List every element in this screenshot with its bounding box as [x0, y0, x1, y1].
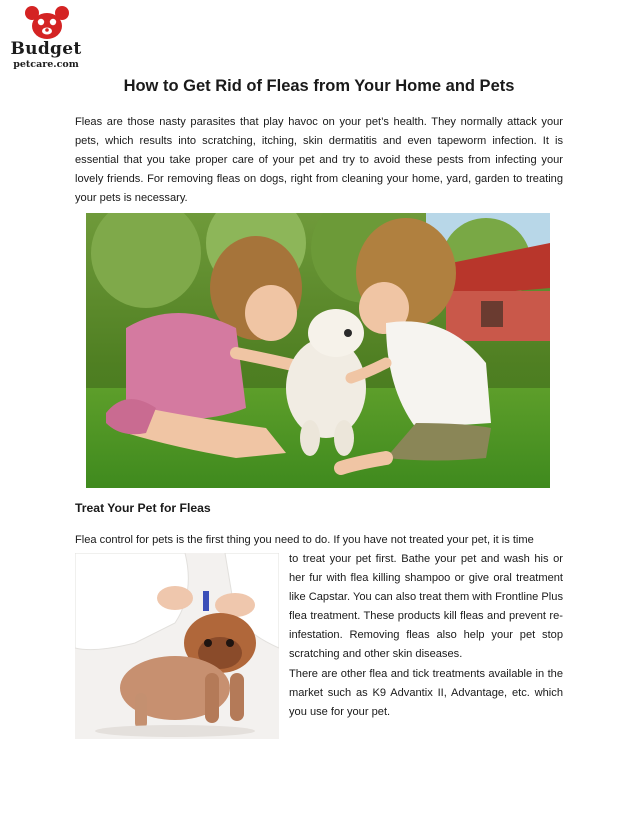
logo[interactable]: [10, 4, 82, 74]
section-paragraph-first-line: Flea control for pets is the first thing you need to do. If you have not treated your pet, it is time: [75, 534, 534, 546]
section-paragraph-two: There are other flea and tick treatments available in the market such as K9 Advantix II, Advantage, etc. which you use for your pet.: [289, 668, 563, 718]
logo-domain: petcare.com: [13, 59, 79, 70]
logo-brand: Budget: [10, 39, 82, 59]
paw-face-icon: [22, 4, 72, 42]
hero-image-girls-with-dog: [86, 213, 550, 488]
page-title: How to Get Rid of Fleas from Your Home and Pets: [123, 77, 515, 95]
section-heading: Treat Your Pet for Fleas: [75, 501, 211, 515]
intro-paragraph: Fleas are those nasty parasites that play havoc on your pet’s health. They normally attack your pets, which results into scratching, itching, skin dermatitis and even tapeworm infection. It is essential that you take proper care of your pet and try to avoid these pests from infecting your lovely friends. For removing fleas on dogs, right from cleaning your home, yard, garden to treating your pets is necessary.: [75, 116, 563, 204]
dog-flea-treatment-image: [75, 553, 279, 739]
section-paragraph-rest: to treat your pet first. Bathe your pet and wash his or her fur with flea killing shampoo or give oral treatment like Capstar. You can also treat them with Frontline Plus flea treatment. These products kill fleas and prevent re-infestation. Removing fleas also help your pet stop scratching and other skin diseases.: [289, 553, 563, 660]
